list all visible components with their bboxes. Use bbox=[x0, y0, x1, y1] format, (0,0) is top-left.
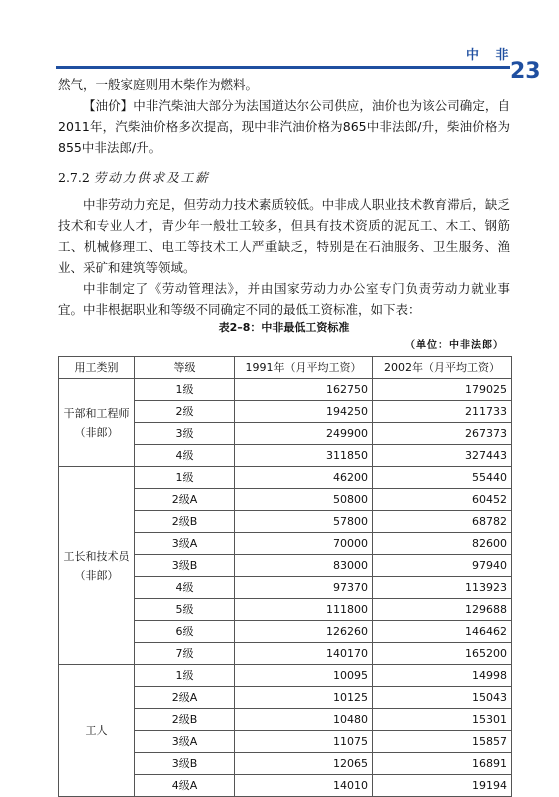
wage-2002-cell: 146462 bbox=[373, 621, 512, 643]
wage-2002-cell: 327443 bbox=[373, 445, 512, 467]
table-body bbox=[59, 379, 512, 797]
page-body bbox=[58, 74, 510, 797]
wage-2002-cell: 55440 bbox=[373, 467, 512, 489]
running-header-title: 中 非 bbox=[466, 48, 515, 63]
wage-2002-cell: 211733 bbox=[373, 401, 512, 423]
grade-cell: 2级B bbox=[135, 709, 235, 731]
paragraph-labor-supply: 中非劳动力充足，但劳动力技术素质较低。中非成人职业技术教育滞后，缺乏技术和专业人才，青少年一般壮工较多，但具有技术资质的泥瓦工、木工、钢筋工、机械修理工、电工等技术工人严重缺乏，特别是在石油服务、卫生服务、渔业、采矿和建筑等领域。 bbox=[58, 197, 510, 275]
column-header: 等级 bbox=[135, 357, 235, 379]
grade-cell: 6级 bbox=[135, 621, 235, 643]
wage-1991-cell: 50800 bbox=[235, 489, 373, 511]
grade-cell: 1级 bbox=[135, 379, 235, 401]
wage-2002-cell: 68782 bbox=[373, 511, 512, 533]
wage-1991-cell: 97370 bbox=[235, 577, 373, 599]
wage-1991-cell: 14010 bbox=[235, 775, 373, 797]
wage-2002-cell: 15043 bbox=[373, 687, 512, 709]
grade-cell: 4级 bbox=[135, 577, 235, 599]
table-unit: （单位：中非法郎） bbox=[405, 340, 504, 351]
grade-cell: 3级B bbox=[135, 753, 235, 775]
wage-2002-cell: 19194 bbox=[373, 775, 512, 797]
table-row bbox=[59, 665, 512, 687]
wage-1991-cell: 11075 bbox=[235, 731, 373, 753]
grade-cell: 2级 bbox=[135, 401, 235, 423]
paragraph-natural-gas: 然气，一般家庭则用木柴作为燃料。 bbox=[58, 77, 259, 92]
table-header-row bbox=[59, 357, 512, 379]
wage-2002-cell: 60452 bbox=[373, 489, 512, 511]
paragraph-labor-law: 中非制定了《劳动管理法》，并由国家劳动力办公室专门负责劳动力就业事宜。中非根据职业和等级不同确定不同的最低工资标准，如下表： bbox=[58, 281, 510, 317]
wage-2002-cell: 15857 bbox=[373, 731, 512, 753]
wage-1991-cell: 126260 bbox=[235, 621, 373, 643]
wage-2002-cell: 15301 bbox=[373, 709, 512, 731]
wage-1991-cell: 57800 bbox=[235, 511, 373, 533]
header-rule bbox=[56, 66, 510, 69]
wage-2002-cell: 113923 bbox=[373, 577, 512, 599]
grade-cell: 3级A bbox=[135, 533, 235, 555]
wage-1991-cell: 46200 bbox=[235, 467, 373, 489]
wage-1991-cell: 10095 bbox=[235, 665, 373, 687]
grade-cell: 7级 bbox=[135, 643, 235, 665]
grade-cell: 2级B bbox=[135, 511, 235, 533]
category-cell: 干部和工程师（非郎） bbox=[59, 379, 135, 467]
grade-cell: 1级 bbox=[135, 467, 235, 489]
wage-1991-cell: 10125 bbox=[235, 687, 373, 709]
section-heading bbox=[58, 167, 510, 188]
section-title: 劳动力供求及工薪 bbox=[93, 170, 210, 185]
wage-1991-cell: 70000 bbox=[235, 533, 373, 555]
table-caption: 表2–8：中非最低工资标准 bbox=[218, 321, 350, 334]
grade-cell: 2级A bbox=[135, 489, 235, 511]
grade-cell: 4级 bbox=[135, 445, 235, 467]
grade-cell: 1级 bbox=[135, 665, 235, 687]
column-header: 1991年（月平均工资） bbox=[235, 357, 373, 379]
wage-2002-cell: 179025 bbox=[373, 379, 512, 401]
wage-1991-cell: 162750 bbox=[235, 379, 373, 401]
column-header: 用工类别 bbox=[59, 357, 135, 379]
grade-cell: 2级A bbox=[135, 687, 235, 709]
section-number: 2.7.2 bbox=[58, 170, 90, 185]
category-cell: 工长和技术员（非郎） bbox=[59, 467, 135, 665]
grade-cell: 3级A bbox=[135, 731, 235, 753]
grade-cell: 5级 bbox=[135, 599, 235, 621]
wage-1991-cell: 83000 bbox=[235, 555, 373, 577]
wage-2002-cell: 165200 bbox=[373, 643, 512, 665]
wage-1991-cell: 10480 bbox=[235, 709, 373, 731]
wage-1991-cell: 249900 bbox=[235, 423, 373, 445]
wage-2002-cell: 82600 bbox=[373, 533, 512, 555]
category-cell: 工人 bbox=[59, 665, 135, 797]
wage-2002-cell: 129688 bbox=[373, 599, 512, 621]
wage-2002-cell: 97940 bbox=[373, 555, 512, 577]
paragraph-oil-price: 【油价】中非汽柴油大部分为法国道达尔公司供应，油价也为该公司确定，自2011年，汽柴油价格多次提高，现中非汽油价格为865中非法郎/升，柴油价格为855中非法郎/升。 bbox=[58, 98, 510, 155]
grade-cell: 4级A bbox=[135, 775, 235, 797]
minimum-wage-table bbox=[58, 356, 512, 797]
page-number: 23 bbox=[510, 59, 541, 84]
column-header: 2002年（月平均工资） bbox=[373, 357, 512, 379]
wage-2002-cell: 14998 bbox=[373, 665, 512, 687]
wage-1991-cell: 111800 bbox=[235, 599, 373, 621]
table-row bbox=[59, 379, 512, 401]
table-row bbox=[59, 467, 512, 489]
wage-1991-cell: 140170 bbox=[235, 643, 373, 665]
grade-cell: 3级B bbox=[135, 555, 235, 577]
wage-2002-cell: 16891 bbox=[373, 753, 512, 775]
wage-1991-cell: 311850 bbox=[235, 445, 373, 467]
wage-1991-cell: 194250 bbox=[235, 401, 373, 423]
wage-1991-cell: 12065 bbox=[235, 753, 373, 775]
grade-cell: 3级 bbox=[135, 423, 235, 445]
wage-2002-cell: 267373 bbox=[373, 423, 512, 445]
